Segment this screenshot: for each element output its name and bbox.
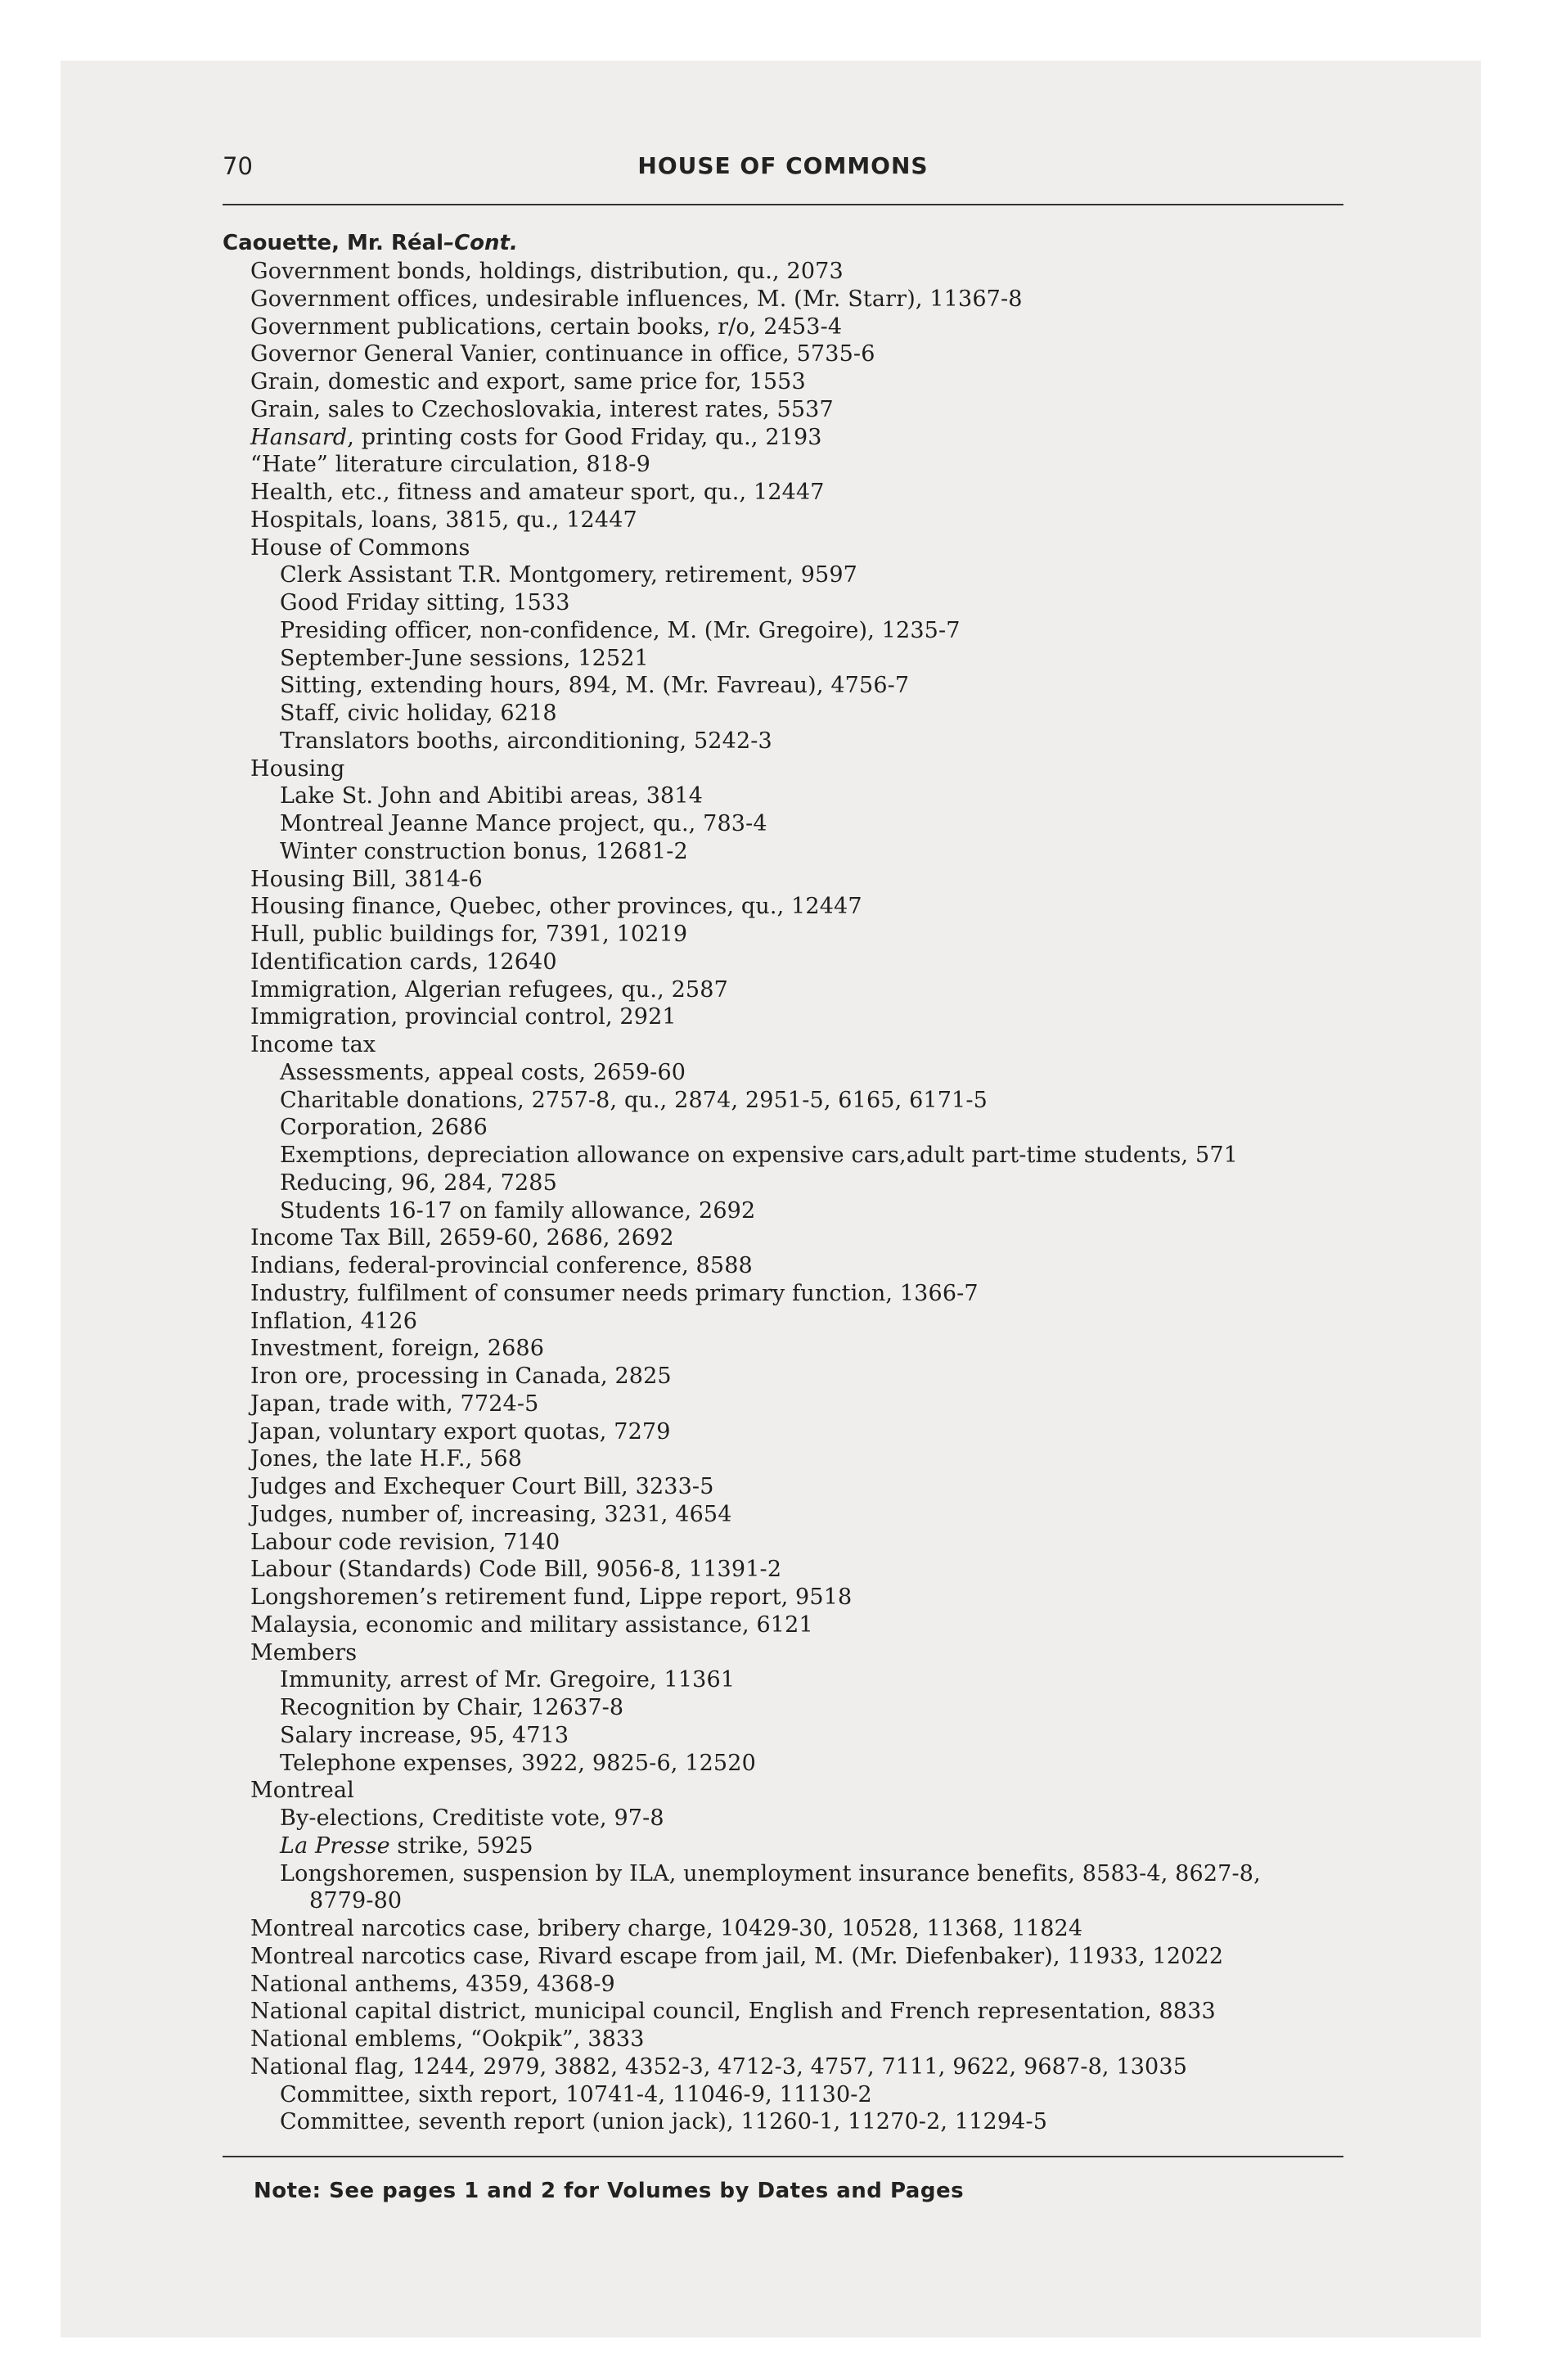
index-entry: House of Commons <box>250 534 470 561</box>
index-subentry <box>223 1832 1368 1860</box>
heading-name: Caouette, Mr. Réal <box>223 231 444 255</box>
footer-rule <box>223 2156 1343 2157</box>
index-entry: Government offices, undesirable influences, M. (Mr. Starr), 11367-8 <box>250 286 1023 312</box>
page-number: 70 <box>223 152 253 180</box>
index-entry <box>223 424 1368 452</box>
index-entry: Japan, voluntary export quotas, 7279 <box>250 1418 671 1445</box>
heading-cont: –Cont. <box>443 231 518 255</box>
index-entry: National capital district, municipal council, English and French representation, 8833 <box>250 1999 1216 2025</box>
index-entry: Income tax <box>250 1032 376 1057</box>
index-subentry: Staff, civic holiday, 6218 <box>280 701 557 726</box>
header-rule <box>223 204 1343 205</box>
index-subentry: Lake St. John and Abitibi areas, 3814 <box>280 783 704 809</box>
index-subentry: Telephone expenses, 3922, 9825-6, 12520 <box>280 1750 756 1776</box>
index-subentry: Students 16-17 on family allowance, 2692 <box>280 1197 756 1224</box>
index-entry: Immigration, provincial control, 2921 <box>250 1004 677 1030</box>
index-subentry: Good Friday sitting, 1533 <box>280 590 570 615</box>
index-entry: Grain, sales to Czechoslovakia, interest rates, 5537 <box>250 396 834 422</box>
index-subentry: Committee, sixth report, 10741-4, 11046-9, 11130-2 <box>280 2081 872 2107</box>
index-entry: Immigration, Algerian refugees, qu., 2587 <box>250 976 728 1003</box>
index-subentry: Montreal Jeanne Mance project, qu., 783-4 <box>280 811 767 836</box>
index-entry: Indians, federal-provincial conference, 8588 <box>250 1253 753 1278</box>
index-subentry: Sitting, extending hours, 894, M. (Mr. Favreau), 4756-7 <box>280 673 910 699</box>
index-entry: Governor General Vanier, continuance in office, 5735-6 <box>250 341 875 367</box>
index-heading <box>223 229 1368 258</box>
index-subentry: Charitable donations, 2757-8, qu., 2874, 2951-5, 6165, 6171-5 <box>280 1087 988 1113</box>
index-entry: Iron ore, processing in Canada, 2825 <box>250 1364 672 1389</box>
index-entry: Inflation, 4126 <box>250 1308 418 1334</box>
index-entry: Income Tax Bill, 2659-60, 2686, 2692 <box>250 1225 674 1251</box>
entry-italic: Hansard <box>250 424 348 450</box>
entry-rest: strike, 5925 <box>389 1832 533 1859</box>
index-entry: Montreal narcotics case, bribery charge, 10429-30, 10528, 11368, 11824 <box>250 1916 1083 1941</box>
volumes-footnote: Note: See pages 1 and 2 for Volumes by Dates and Pages <box>254 2179 965 2203</box>
entry-italic: La Presse <box>280 1832 390 1859</box>
index-subentry: September-June sessions, 12521 <box>280 645 649 671</box>
index-entry: Longshoremen’s retirement fund, Lippe report, 9518 <box>250 1584 853 1610</box>
index-entry: Labour (Standards) Code Bill, 9056-8, 11391-2 <box>250 1557 782 1583</box>
index-subentry: Reducing, 96, 284, 7285 <box>280 1170 557 1196</box>
index-entry: Labour code revision, 7140 <box>250 1529 560 1555</box>
index-subentry: Committee, seventh report (union jack), 11260-1, 11270-2, 11294-5 <box>280 2109 1048 2135</box>
index-subentry: Presiding officer, non-confidence, M. (Mr. Gregoire), 1235-7 <box>280 617 961 643</box>
index-continuation: 8779-80 <box>309 1888 403 1914</box>
running-head: HOUSE OF COMMONS <box>637 152 929 179</box>
index-subentry: Immunity, arrest of Mr. Gregoire, 11361 <box>280 1667 736 1693</box>
index-entry: Hospitals, loans, 3815, qu., 12447 <box>250 507 637 533</box>
index-entry: Judges, number of, increasing, 3231, 4654 <box>250 1501 732 1527</box>
index-entry: Government bonds, holdings, distribution, qu., 2073 <box>250 259 844 284</box>
index-entry: Government publications, certain books, r/o, 2453-4 <box>250 313 843 340</box>
index-entry: Jones, the late H.F., 568 <box>250 1446 523 1472</box>
index-entry: National anthems, 4359, 4368-9 <box>250 1971 615 1997</box>
index-entry: Malaysia, economic and military assistance, 6121 <box>250 1611 813 1638</box>
index-entry: Montreal narcotics case, Rivard escape from jail, M. (Mr. Diefenbaker), 11933, 12022 <box>250 1943 1224 1969</box>
page-header <box>223 152 1343 193</box>
index-entry: Housing <box>250 755 345 782</box>
index-entry: Montreal <box>250 1778 354 1804</box>
index-entry: Identification cards, 12640 <box>250 949 557 975</box>
index-subentry: Clerk Assistant T.R. Montgomery, retirement, 9597 <box>280 562 858 588</box>
index-entry: Housing finance, Quebec, other provinces, qu., 12447 <box>250 894 862 920</box>
index-subentry: Exemptions, depreciation allowance on expensive cars,adult part-time students, 571 <box>280 1143 1239 1168</box>
index-entry: Japan, trade with, 7724-5 <box>250 1391 539 1417</box>
index-entry: Members <box>250 1639 358 1666</box>
index-entry: National flag, 1244, 2979, 3882, 4352-3, 4712-3, 4757, 7111, 9622, 9687-8, 13035 <box>250 2053 1188 2080</box>
index-entry: National emblems, “Ookpik”, 3833 <box>250 2026 645 2052</box>
index-entry: Health, etc., fitness and amateur sport, qu., 12447 <box>250 480 825 505</box>
index-entry: Housing Bill, 3814-6 <box>250 866 483 892</box>
index-entry: Judges and Exchequer Court Bill, 3233-5 <box>250 1474 714 1499</box>
index-subentry: Recognition by Chair, 12637-8 <box>280 1695 624 1720</box>
index-subentry: By-elections, Creditiste vote, 97-8 <box>280 1805 664 1831</box>
index-subentry: Longshoremen, suspension by ILA, unemployment insurance benefits, 8583-4, 8627-8, <box>280 1860 1261 1886</box>
index-entry: “Hate” literature circulation, 818-9 <box>250 452 650 478</box>
index-subentry: Salary increase, 95, 4713 <box>280 1722 569 1748</box>
index-subentry: Translators booths, airconditioning, 5242-3 <box>280 728 772 754</box>
index-column <box>223 229 1368 2136</box>
index-entry: Grain, domestic and export, same price for, 1553 <box>250 369 806 394</box>
index-entry: Industry, fulfilment of consumer needs primary function, 1366-7 <box>250 1280 979 1306</box>
index-entry: Investment, foreign, 2686 <box>250 1336 545 1362</box>
index-subentry: Corporation, 2686 <box>280 1115 488 1141</box>
index-subentry: Assessments, appeal costs, 2659-60 <box>280 1059 686 1085</box>
entry-rest: , printing costs for Good Friday, qu., 2193 <box>347 424 822 450</box>
index-subentry: Winter construction bonus, 12681-2 <box>280 838 688 864</box>
index-entry: Hull, public buildings for, 7391, 10219 <box>250 922 688 947</box>
